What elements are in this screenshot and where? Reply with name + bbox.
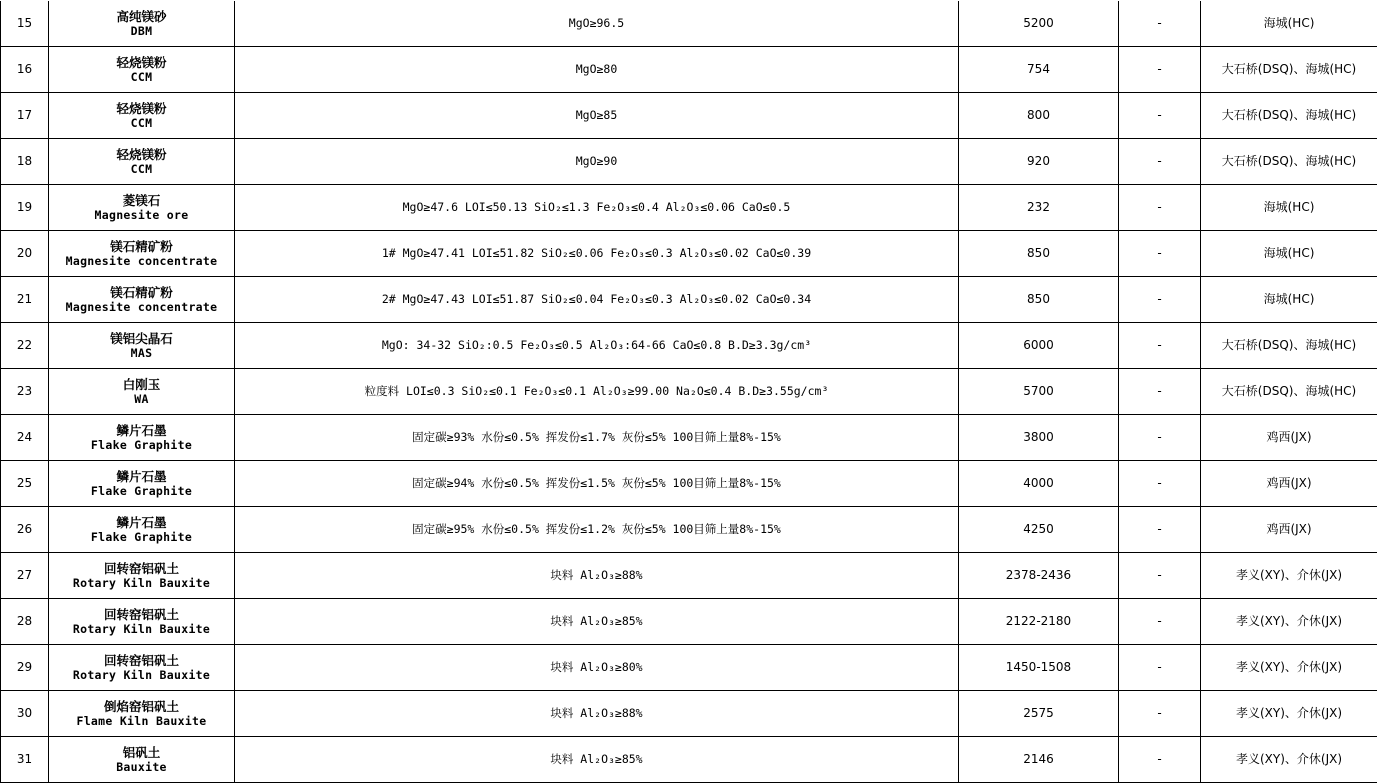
- row-number-cell: 27: [1, 553, 49, 599]
- specification-cell: 块料 Al₂O₃≥80%: [235, 645, 959, 691]
- table-row: [1, 185, 1377, 231]
- change-cell: -: [1119, 139, 1201, 185]
- price-cell: 800: [959, 93, 1119, 139]
- change-cell: -: [1119, 599, 1201, 645]
- product-name-en: DBM: [130, 23, 153, 38]
- product-name-cn: 菱镁石: [122, 192, 161, 208]
- product-name-cell: [49, 323, 235, 369]
- specification-cell: 固定碳≥95% 水份≤0.5% 挥发份≤1.2% 灰份≤5% 100目筛上量8%-15%: [235, 507, 959, 553]
- row-number-cell: 16: [1, 47, 49, 93]
- origin-cell: 孝义(XY)、介休(JX): [1201, 645, 1377, 691]
- change-cell: -: [1119, 1, 1201, 47]
- product-name-cn: 铝矾土: [122, 744, 161, 760]
- change-cell: -: [1119, 645, 1201, 691]
- table-row: [1, 553, 1377, 599]
- specification-cell: MgO: 34-32 SiO₂:0.5 Fe₂O₃≤0.5 Al₂O₃:64-66 CaO≤0.8 B.D≥3.3g/cm³: [235, 323, 959, 369]
- specification-cell: 粒度料 LOI≤0.3 SiO₂≤0.1 Fe₂O₃≤0.1 Al₂O₃≥99.00 Na₂O≤0.4 B.D≥3.55g/cm³: [235, 369, 959, 415]
- product-name-en: Flame Kiln Bauxite: [76, 713, 207, 728]
- origin-cell: 孝义(XY)、介休(JX): [1201, 737, 1377, 783]
- product-name-en: Magnesite concentrate: [65, 299, 218, 314]
- table-row: [1, 1, 1377, 47]
- row-number-cell: 18: [1, 139, 49, 185]
- price-cell: 5200: [959, 1, 1119, 47]
- change-cell: -: [1119, 231, 1201, 277]
- change-cell: -: [1119, 277, 1201, 323]
- row-number-cell: 30: [1, 691, 49, 737]
- table-row: [1, 277, 1377, 323]
- table-row: [1, 645, 1377, 691]
- specification-cell: MgO≥47.6 LOI≤50.13 SiO₂≤1.3 Fe₂O₃≤0.4 Al₂O₃≤0.06 CaO≤0.5: [235, 185, 959, 231]
- row-number-cell: 23: [1, 369, 49, 415]
- table-row: [1, 47, 1377, 93]
- row-number-cell: 17: [1, 93, 49, 139]
- change-cell: -: [1119, 553, 1201, 599]
- table-row: [1, 323, 1377, 369]
- origin-cell: 孝义(XY)、介休(JX): [1201, 691, 1377, 737]
- price-cell: 2122-2180: [959, 599, 1119, 645]
- product-name-cell: [49, 737, 235, 783]
- product-name-cn: 鳞片石墨: [116, 514, 167, 530]
- product-name-cell: [49, 415, 235, 461]
- specification-cell: MgO≥85: [235, 93, 959, 139]
- specification-cell: 固定碳≥93% 水份≤0.5% 挥发份≤1.7% 灰份≤5% 100目筛上量8%-15%: [235, 415, 959, 461]
- price-cell: 6000: [959, 323, 1119, 369]
- change-cell: -: [1119, 47, 1201, 93]
- table-row: [1, 139, 1377, 185]
- price-cell: 850: [959, 231, 1119, 277]
- price-cell: 232: [959, 185, 1119, 231]
- price-cell: 4250: [959, 507, 1119, 553]
- row-number-cell: 15: [1, 1, 49, 47]
- product-name-cell: [49, 185, 235, 231]
- price-cell: 2378-2436: [959, 553, 1119, 599]
- product-name-cn: 回转窑铝矾土: [103, 652, 179, 668]
- product-name-en: Bauxite: [116, 759, 167, 774]
- product-name-cn: 回转窑铝矾土: [103, 606, 179, 622]
- product-name-en: Rotary Kiln Bauxite: [72, 667, 211, 682]
- product-name-en: Flake Graphite: [90, 437, 193, 452]
- row-number-cell: 24: [1, 415, 49, 461]
- product-name-en: CCM: [130, 161, 153, 176]
- specification-cell: 块料 Al₂O₃≥88%: [235, 691, 959, 737]
- product-name-cn: 鳞片石墨: [116, 468, 167, 484]
- change-cell: -: [1119, 93, 1201, 139]
- product-name-cell: [49, 1, 235, 47]
- price-cell: 2575: [959, 691, 1119, 737]
- table-row: [1, 691, 1377, 737]
- origin-cell: 鸡西(JX): [1201, 415, 1377, 461]
- specification-cell: MgO≥96.5: [235, 1, 959, 47]
- product-name-cn: 镁石精矿粉: [110, 284, 173, 300]
- origin-cell: 海城(HC): [1201, 1, 1377, 47]
- product-name-cn: 回转窑铝矾土: [103, 560, 179, 576]
- product-name-cell: [49, 599, 235, 645]
- product-name-cn: 轻烧镁粉: [116, 146, 167, 162]
- price-cell: 754: [959, 47, 1119, 93]
- product-name-cell: [49, 231, 235, 277]
- origin-cell: 海城(HC): [1201, 185, 1377, 231]
- product-name-cell: [49, 645, 235, 691]
- specification-cell: MgO≥80: [235, 47, 959, 93]
- product-name-cell: [49, 369, 235, 415]
- origin-cell: 鸡西(JX): [1201, 507, 1377, 553]
- product-name-en: Flake Graphite: [90, 529, 193, 544]
- change-cell: -: [1119, 323, 1201, 369]
- price-cell: 5700: [959, 369, 1119, 415]
- product-name-cn: 白刚玉: [122, 376, 161, 392]
- product-name-cell: [49, 47, 235, 93]
- row-number-cell: 29: [1, 645, 49, 691]
- table-row: [1, 599, 1377, 645]
- table-row: [1, 415, 1377, 461]
- row-number-cell: 28: [1, 599, 49, 645]
- product-name-cn: 高纯镁砂: [116, 8, 167, 24]
- specification-cell: 块料 Al₂O₃≥85%: [235, 737, 959, 783]
- change-cell: -: [1119, 691, 1201, 737]
- change-cell: -: [1119, 369, 1201, 415]
- price-table-body: [1, 1, 1377, 783]
- product-name-en: MAS: [130, 345, 153, 360]
- product-name-cn: 镁铝尖晶石: [110, 330, 173, 346]
- specification-cell: 块料 Al₂O₃≥85%: [235, 599, 959, 645]
- product-name-en: Flake Graphite: [90, 483, 193, 498]
- row-number-cell: 25: [1, 461, 49, 507]
- price-cell: 2146: [959, 737, 1119, 783]
- table-row: [1, 507, 1377, 553]
- product-name-cell: [49, 93, 235, 139]
- specification-cell: MgO≥90: [235, 139, 959, 185]
- product-name-en: WA: [134, 391, 149, 406]
- specification-cell: 2# MgO≥47.43 LOI≤51.87 SiO₂≤0.04 Fe₂O₃≤0.3 Al₂O₃≤0.02 CaO≤0.34: [235, 277, 959, 323]
- product-name-cell: [49, 139, 235, 185]
- product-name-cn: 轻烧镁粉: [116, 100, 167, 116]
- table-row: [1, 231, 1377, 277]
- product-name-en: Rotary Kiln Bauxite: [72, 575, 211, 590]
- row-number-cell: 19: [1, 185, 49, 231]
- change-cell: -: [1119, 185, 1201, 231]
- price-cell: 920: [959, 139, 1119, 185]
- change-cell: -: [1119, 737, 1201, 783]
- price-cell: 4000: [959, 461, 1119, 507]
- product-name-cell: [49, 277, 235, 323]
- row-number-cell: 21: [1, 277, 49, 323]
- row-number-cell: 22: [1, 323, 49, 369]
- product-name-cn: 鳞片石墨: [116, 422, 167, 438]
- product-name-cn: 镁石精矿粉: [110, 238, 173, 254]
- product-name-cell: [49, 691, 235, 737]
- product-name-cell: [49, 507, 235, 553]
- origin-cell: 大石桥(DSQ)、海城(HC): [1201, 323, 1377, 369]
- origin-cell: 大石桥(DSQ)、海城(HC): [1201, 369, 1377, 415]
- change-cell: -: [1119, 507, 1201, 553]
- origin-cell: 海城(HC): [1201, 277, 1377, 323]
- price-cell: 1450-1508: [959, 645, 1119, 691]
- product-name-en: Magnesite ore: [94, 207, 189, 222]
- row-number-cell: 31: [1, 737, 49, 783]
- price-cell: 3800: [959, 415, 1119, 461]
- change-cell: -: [1119, 461, 1201, 507]
- product-name-cn: 轻烧镁粉: [116, 54, 167, 70]
- origin-cell: 大石桥(DSQ)、海城(HC): [1201, 139, 1377, 185]
- table-row: [1, 93, 1377, 139]
- product-name-en: Magnesite concentrate: [65, 253, 218, 268]
- origin-cell: 孝义(XY)、介休(JX): [1201, 599, 1377, 645]
- price-cell: 850: [959, 277, 1119, 323]
- product-name-en: CCM: [130, 115, 153, 130]
- table-row: [1, 461, 1377, 507]
- specification-cell: 1# MgO≥47.41 LOI≤51.82 SiO₂≤0.06 Fe₂O₃≤0.3 Al₂O₃≤0.02 CaO≤0.39: [235, 231, 959, 277]
- table-row: [1, 737, 1377, 783]
- origin-cell: 海城(HC): [1201, 231, 1377, 277]
- origin-cell: 孝义(XY)、介休(JX): [1201, 553, 1377, 599]
- product-name-en: Rotary Kiln Bauxite: [72, 621, 211, 636]
- origin-cell: 大石桥(DSQ)、海城(HC): [1201, 47, 1377, 93]
- product-name-en: CCM: [130, 69, 153, 84]
- origin-cell: 大石桥(DSQ)、海城(HC): [1201, 93, 1377, 139]
- origin-cell: 鸡西(JX): [1201, 461, 1377, 507]
- specification-cell: 固定碳≥94% 水份≤0.5% 挥发份≤1.5% 灰份≤5% 100目筛上量8%-15%: [235, 461, 959, 507]
- table-row: [1, 369, 1377, 415]
- price-table: [0, 1, 1377, 783]
- row-number-cell: 26: [1, 507, 49, 553]
- product-name-cn: 倒焰窑铝矾土: [103, 698, 179, 714]
- specification-cell: 块料 Al₂O₃≥88%: [235, 553, 959, 599]
- product-name-cell: [49, 553, 235, 599]
- row-number-cell: 20: [1, 231, 49, 277]
- change-cell: -: [1119, 415, 1201, 461]
- product-name-cell: [49, 461, 235, 507]
